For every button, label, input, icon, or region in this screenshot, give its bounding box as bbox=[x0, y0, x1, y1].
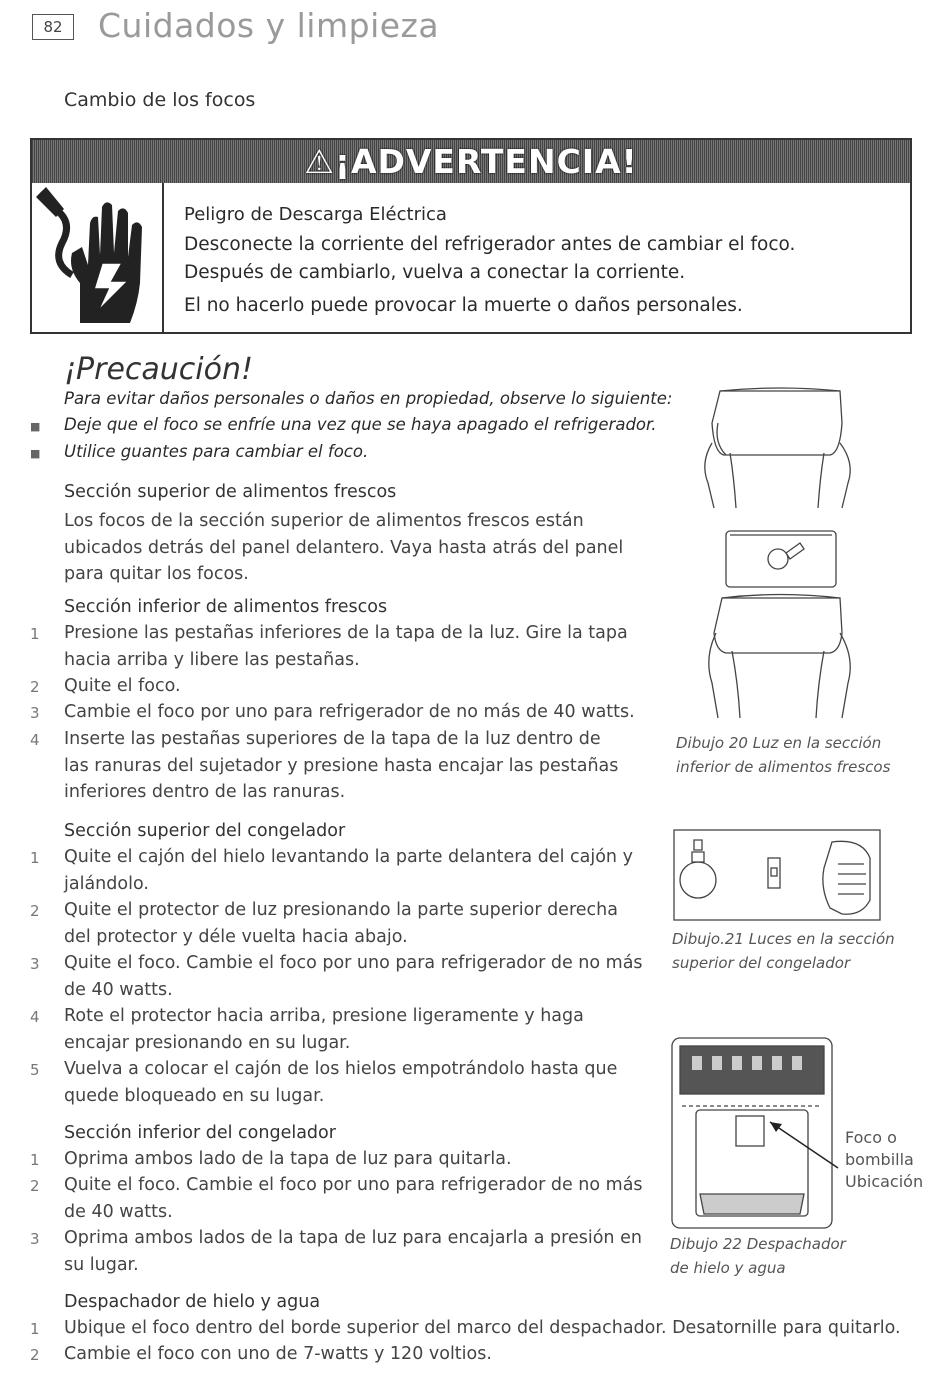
step-number: 4 bbox=[30, 731, 40, 749]
step-text: Cambie el foco por uno para refrigerador de no más de 40 watts. bbox=[64, 702, 635, 722]
section-heading: Despachador de hielo y agua bbox=[64, 1292, 321, 1312]
step-text: Ubique el foco dentro del borde superior del marco del despachador. Desatornille para quitarlo. bbox=[64, 1318, 901, 1338]
step-number: 5 bbox=[30, 1061, 40, 1079]
section-heading: Sección inferior de alimentos frescos bbox=[64, 597, 388, 617]
step-text: Presione las pestañas inferiores de la tapa de la luz. Gire la tapa hacia arriba y libere las pestañas. bbox=[64, 623, 628, 670]
caution-bullet: Utilice guantes para cambiar el foco. bbox=[64, 442, 369, 461]
warning-line: Desconecte la corriente del refrigerador antes de cambiar el foco. bbox=[184, 234, 796, 255]
step-number: 3 bbox=[30, 1230, 40, 1248]
section-subtitle: Cambio de los focos bbox=[64, 89, 256, 111]
step-text: Quite el foco. Cambie el foco por uno para refrigerador de no más de 40 watts. bbox=[64, 953, 643, 1000]
section-heading: Sección inferior del congelador bbox=[64, 1123, 336, 1143]
figure-22-callout: Foco o bombilla Ubicación bbox=[845, 1128, 924, 1191]
electric-shock-hand-icon bbox=[32, 183, 164, 332]
step-text: Quite el cajón del hielo levantando la parte delantera del cajón y jalándolo. bbox=[64, 847, 633, 894]
step-number: 3 bbox=[30, 955, 40, 973]
warning-line: Después de cambiarlo, vuelva a conectar la corriente. bbox=[184, 262, 686, 283]
step-number: 2 bbox=[30, 1177, 40, 1195]
figure-21-caption: Dibujo.21 Luces en la sección superior del congelador bbox=[672, 930, 895, 972]
step-number: 2 bbox=[30, 902, 40, 920]
step-text: Cambie el foco con uno de 7-watts y 120 voltios. bbox=[64, 1344, 492, 1364]
caution-bullet: Deje que el foco se enfríe una vez que se haya apagado el refrigerador. bbox=[64, 415, 657, 434]
section-heading: Sección superior de alimentos frescos bbox=[64, 482, 397, 502]
warning-line: El no hacerlo puede provocar la muerte o daños personales. bbox=[184, 295, 743, 316]
section-heading: Sección superior del congelador bbox=[64, 821, 346, 841]
step-text: Quite el protector de luz presionando la parte superior derecha del protector y déle vuelta hacia abajo. bbox=[64, 900, 618, 947]
step-text: Oprima ambos lados de la tapa de luz para encajarla a presión en su lugar. bbox=[64, 1228, 642, 1275]
paragraph: Los focos de la sección superior de alimentos frescos están ubicados detrás del panel delantero. Vaya hasta atrás del panel para quitar los focos. bbox=[64, 511, 624, 584]
warning-banner bbox=[32, 140, 910, 183]
figure-21-illustration bbox=[672, 828, 884, 923]
step-number: 1 bbox=[30, 625, 40, 643]
step-number: 4 bbox=[30, 1008, 40, 1026]
bullet-icon: ■ bbox=[30, 420, 41, 433]
step-text: Quite el foco. Cambie el foco por uno para refrigerador de no más de 40 watts. bbox=[64, 1175, 643, 1222]
step-text: Rote el protector hacia arriba, presione ligeramente y haga encajar presionando en su lugar. bbox=[64, 1006, 584, 1053]
step-text: Inserte las pestañas superiores de la tapa de la luz dentro de las ranuras del sujetador y presione hasta encajar las pestañas inferiores dentro de las ranuras. bbox=[64, 729, 619, 802]
figure-22-caption: Dibujo 22 Despachador de hielo y agua bbox=[670, 1235, 846, 1277]
figure-20-caption: Dibujo 20 Luz en la sección inferior de alimentos frescos bbox=[676, 734, 891, 776]
step-number: 2 bbox=[30, 1346, 40, 1364]
bullet-icon: ■ bbox=[30, 447, 41, 460]
warning-box bbox=[30, 138, 912, 334]
step-number: 1 bbox=[30, 1320, 40, 1338]
warning-banner-text: ⚠¡ADVERTENCIA! bbox=[304, 142, 638, 181]
step-number: 3 bbox=[30, 704, 40, 722]
figure-20-illustration bbox=[690, 383, 865, 723]
step-text: Quite el foco. bbox=[64, 676, 181, 696]
step-text: Vuelva a colocar el cajón de los hielos empotrándolo hasta que quede bloqueado en su lugar. bbox=[64, 1059, 618, 1106]
caution-title: ¡Precaución! bbox=[64, 352, 254, 387]
warning-line: Peligro de Descarga Eléctrica bbox=[184, 204, 447, 225]
caution-intro: Para evitar daños personales o daños en propiedad, observe lo siguiente: bbox=[64, 389, 673, 408]
step-text: Oprima ambos lado de la tapa de luz para quitarla. bbox=[64, 1149, 512, 1169]
step-number: 1 bbox=[30, 1151, 40, 1169]
step-number: 1 bbox=[30, 849, 40, 867]
step-number: 2 bbox=[30, 678, 40, 696]
page-title: Cuidados y limpieza bbox=[98, 6, 440, 45]
figure-22-illustration bbox=[670, 1036, 840, 1230]
page-number: 82 bbox=[32, 14, 74, 40]
